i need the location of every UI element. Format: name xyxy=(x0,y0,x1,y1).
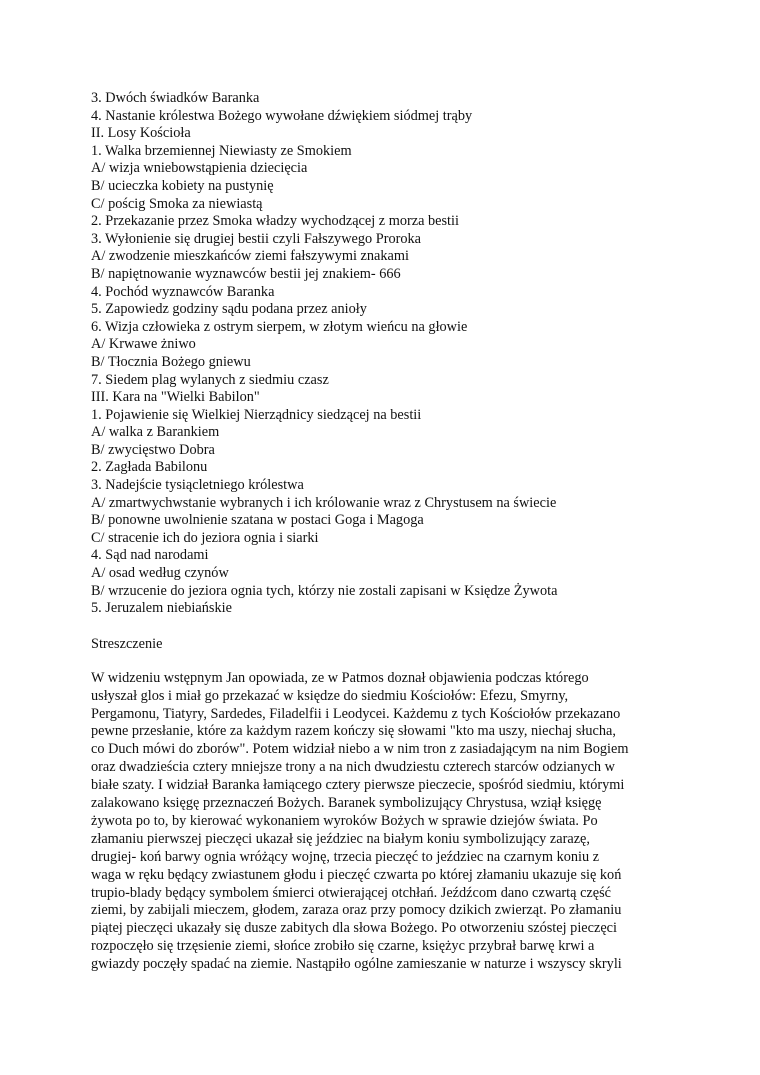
document-page xyxy=(91,90,691,974)
outline-line: 5. Zapowiedz godziny sądu podana przez anioły xyxy=(91,301,367,318)
outline-line: A/ wizja wniebowstąpienia dziecięcia xyxy=(91,160,308,177)
outline-line: 5. Jeruzalem niebiańskie xyxy=(91,600,232,617)
summary-line: piątej pieczęci ukazały się dusze zabitych dla słowa Bożego. Po otworzeniu szóstej pieczęci xyxy=(91,920,617,937)
summary-line: waga w ręku będący zwiastunem głodu i pieczęć czwarta po której złamaniu ukazuje się koń xyxy=(91,866,622,883)
summary-line: pewne przesłanie, które za każdym razem kończy się słowami "kto ma uszy, niechaj słucha, xyxy=(91,723,616,740)
summary-line: W widzeniu wstępnym Jan opowiada, ze w Patmos doznał objawienia podczas którego xyxy=(91,669,589,686)
outline-line: 3. Dwóch świadków Baranka xyxy=(91,90,260,106)
outline-line: 7. Siedem plag wylanych z siedmiu czasz xyxy=(91,371,329,388)
summary-line: żywota po to, by kierować wykonaniem wyroków Bożych w sprawie dziejów świata. Po xyxy=(91,812,598,829)
outline-line: B/ zwycięstwo Dobra xyxy=(91,441,215,458)
outline-line: B/ wrzucenie do jeziora ognia tych, którzy nie zostali zapisani w Księdze Żywota xyxy=(91,582,558,599)
summary-line: białe szaty. I widział Baranka łamiącego cztery pierwsze pieczecie, spośród siedmiu, którymi xyxy=(91,777,625,794)
outline-line: A/ zmartwychwstanie wybranych i ich królowanie wraz z Chrystusem na świecie xyxy=(91,494,557,511)
outline-line: C/ pościg Smoka za niewiastą xyxy=(91,195,263,212)
outline-line: B/ ponowne uwolnienie szatana w postaci Goga i Magoga xyxy=(91,512,424,529)
summary-line: co Duch mówi do zborów". Potem widział niebo a w nim tron z zasiadającym na nim Bogiem xyxy=(91,741,629,758)
outline-line: C/ stracenie ich do jeziora ognia i siarki xyxy=(91,529,319,546)
outline-line: 3. Wyłonienie się drugiej bestii czyli Fałszywego Proroka xyxy=(91,230,422,247)
outline-line: A/ osad według czynów xyxy=(91,565,229,582)
summary-line: trupio-blady będący symbolem śmierci otwierającej otchłań. Jeźdźcom dano czwartą część xyxy=(91,884,612,901)
summary-line: usłyszał glos i miał go przekazać w księdze do siedmiu Kościołów: Efezu, Smyrny, xyxy=(91,687,569,704)
summary-line: zalakowano księgę przeznaczeń Bożych. Baranek symbolizujący Chrystusa, wziął księgę xyxy=(91,795,602,812)
outline-line: 4. Pochód wyznawców Baranka xyxy=(91,283,275,300)
summary-line: Pergamonu, Tiatyry, Sardedes, Filadelfii i Leodycei. Każdemu z tych Kościołów przekazano xyxy=(91,705,621,722)
summary-heading: Streszczenie xyxy=(91,635,163,652)
outline-line: A/ zwodzenie mieszkańców ziemi fałszywymi znakami xyxy=(91,248,409,265)
outline-line: B/ ucieczka kobiety na pustynię xyxy=(91,177,274,194)
summary-line: gwiazdy poczęły spadać na ziemie. Nastąpiło ogólne zamieszanie w naturze i wszyscy skryli xyxy=(91,956,622,973)
outline-line: A/ walka z Barankiem xyxy=(91,424,220,441)
summary-line: złamaniu pierwszej pieczęci ukazał się jeździec na białym koniu symbolizujący zarazę, xyxy=(91,830,590,847)
outline-line: 1. Pojawienie się Wielkiej Nierządnicy siedzącej na bestii xyxy=(91,406,422,423)
outline-line: 2. Przekazanie przez Smoka władzy wychodzącej z morza bestii xyxy=(91,213,459,230)
outline-line: 4. Sąd nad narodami xyxy=(91,547,209,564)
summary-line: oraz dwadzieścia cztery mniejsze trony a na nich dwudziestu czterech starców odzianych w xyxy=(91,759,615,776)
summary-line: rozpoczęło się trzęsienie ziemi, słońce zrobiło się czarne, księżyc przybrał barwę krwi a xyxy=(91,938,595,955)
outline-list xyxy=(91,90,691,618)
summary-line: drugiej- koń barwy ognia wróżący wojnę, trzecia pieczęć to jeździec na czarnym koniu z xyxy=(91,848,600,865)
outline-line: 6. Wizja człowieka z ostrym sierpem, w złotym wieńcu na głowie xyxy=(91,318,468,335)
summary-paragraph xyxy=(91,670,691,974)
outline-line: B/ Tłocznia Bożego gniewu xyxy=(91,353,251,370)
outline-line: III. Kara na "Wielki Babilon" xyxy=(91,389,260,406)
outline-line: 3. Nadejście tysiącletniego królestwa xyxy=(91,477,304,494)
outline-line: B/ napiętnowanie wyznawców bestii jej znakiem- 666 xyxy=(91,265,401,282)
outline-line: 1. Walka brzemiennej Niewiasty ze Smokiem xyxy=(91,142,352,159)
outline-line: 4. Nastanie królestwa Bożego wywołane dźwiękiem siódmej trąby xyxy=(91,107,473,124)
outline-line: A/ Krwawe żniwo xyxy=(91,336,196,353)
outline-line: II. Losy Kościoła xyxy=(91,125,191,142)
summary-line: ziemi, by zabijali mieczem, głodem, zaraza oraz przy pomocy dzikich zwierząt. Po złamaniu xyxy=(91,902,622,919)
outline-line: 2. Zagłada Babilonu xyxy=(91,459,208,476)
